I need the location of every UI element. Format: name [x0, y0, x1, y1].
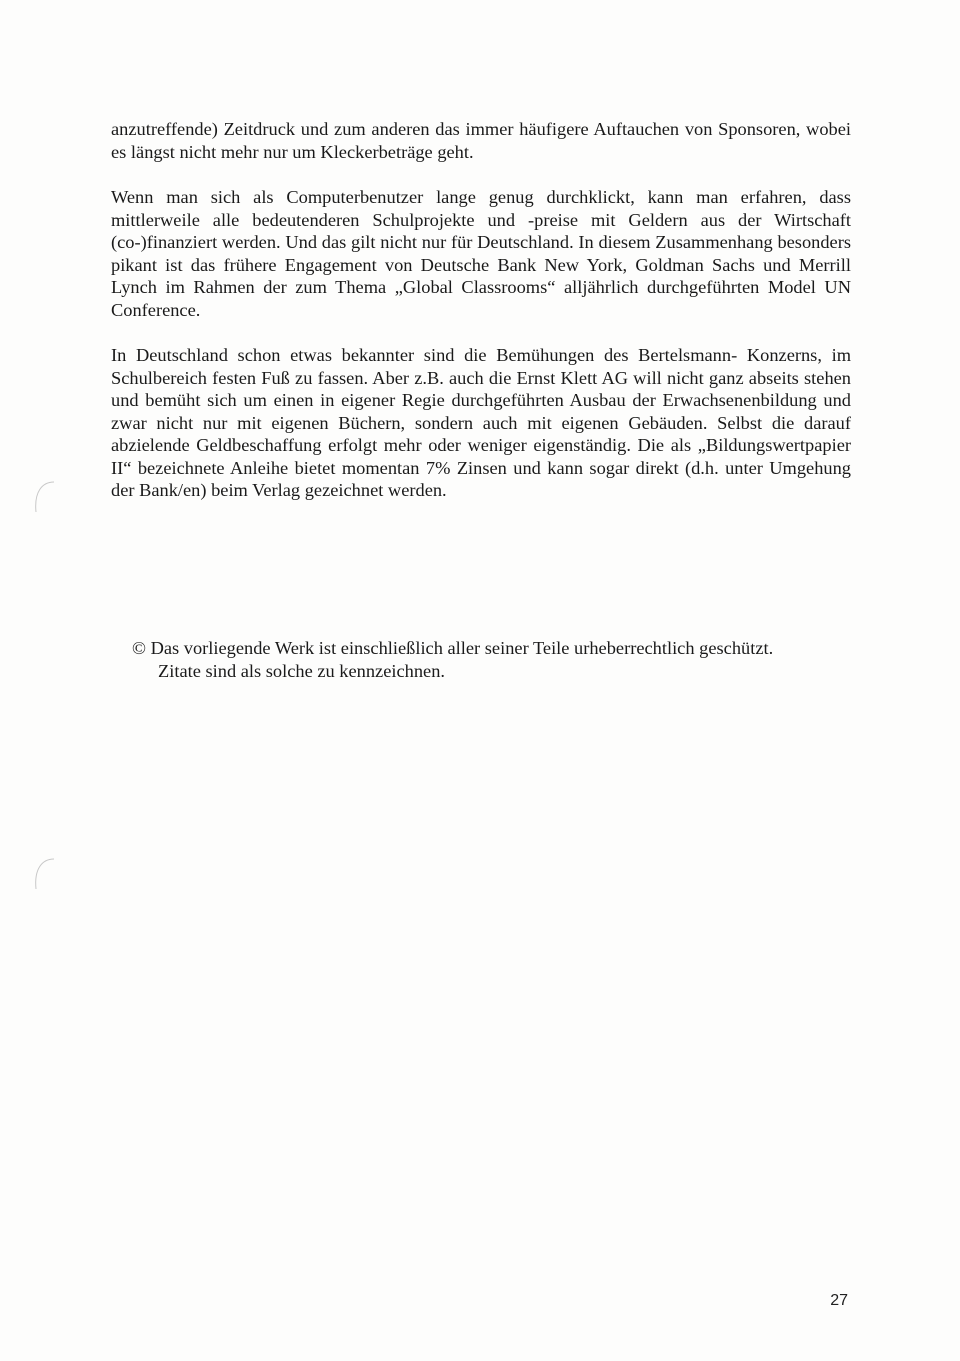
copyright-line-1: © Das vorliegende Werk ist einschließlich aller seiner Teile urheberrechtlich geschützt.: [132, 638, 774, 658]
copyright-line-2: Zitate sind als solche zu kennzeichnen.: [158, 660, 445, 681]
copyright-notice: [132, 637, 852, 682]
paragraph-2: Wenn man sich als Computerbenutzer lange genug durchklickt, kann man erfahren, dass mittlerweile alle bedeutenderen Schulprojekte und -preise mit Geldern aus der Wirtschaft (co-)finanziert werden. Und das gilt nicht nur für Deutschland. In diesem Zusammenhang besonders pikant ist das frühere Engagement von Deutsche Bank New York, Goldman Sachs und Merrill Lynch im Rahmen der zum Thema „Global Classrooms“ alljährlich durchgeführten Model UN Conference.: [111, 187, 851, 320]
paragraph-1: anzutreffende) Zeitdruck und zum anderen das immer häufigere Auftauchen von Sponsoren, wobei es längst nicht mehr nur um Kleckerbeträge geht.: [111, 119, 851, 162]
punch-hole-mark-top: [30, 478, 58, 518]
page-number: 27: [830, 1292, 848, 1309]
paragraph-3: In Deutschland schon etwas bekannter sind die Bemühungen des Bertelsmann- Konzerns, im Schulbereich festen Fuß zu fassen. Aber z.B. auch die Ernst Klett AG will nicht ganz abseits stehen und bemüht sich um einen in eigener Regie durchgeführten Ausbau der Erwachsenenbildung und zwar nicht nur mit eigenen Büchern, sondern auch mit eigenen Gebäuden. Selbst die darauf abzielende Geldbeschaffung erfolgt mehr oder weniger eigenständig. Die als „Bildungswertpapier II“ bezeichnete Anleihe bietet momentan 7% Zinsen und kann sogar direkt (d.h. unter Umgehung der Bank/en) beim Verlag gezeichnet werden.: [111, 345, 851, 500]
punch-hole-mark-bottom: [30, 855, 58, 895]
